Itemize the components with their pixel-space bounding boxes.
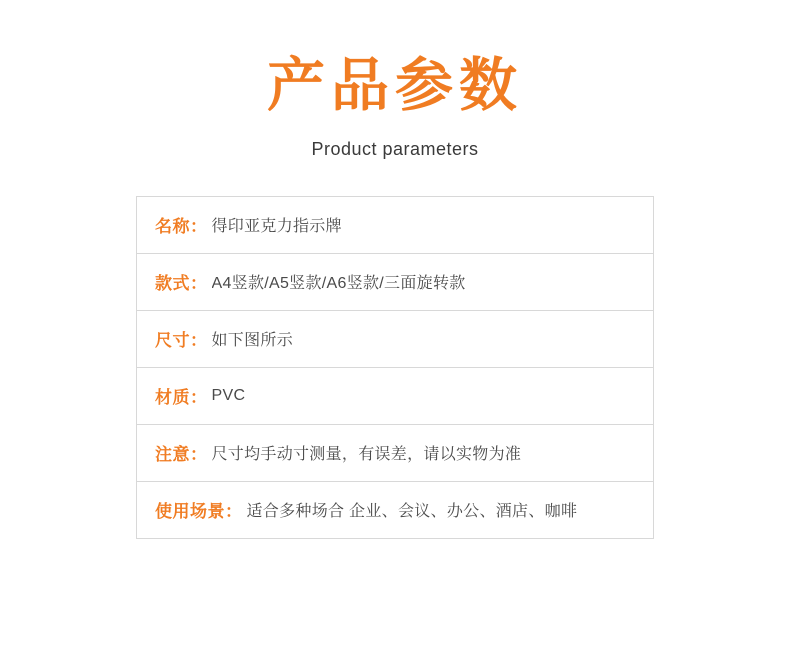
table-row [137, 254, 653, 311]
page-subtitle: Product parameters [311, 138, 479, 159]
specification-table [136, 196, 654, 539]
table-row [137, 311, 653, 368]
spec-value: PVC [211, 386, 246, 404]
table-row [137, 197, 653, 254]
page-title: 产品参数 [266, 53, 523, 118]
table-row [137, 368, 653, 425]
table-row [137, 425, 653, 482]
spec-label: 尺寸： [155, 331, 208, 351]
spec-value: A4竖款/A5竖款/A6竖款/三面旋转款 [211, 275, 466, 293]
spec-label: 使用场景： [155, 502, 243, 522]
spec-label: 材质： [155, 388, 208, 408]
spec-value: 得印亚克力指示牌 [211, 218, 342, 236]
spec-label: 注意： [155, 445, 208, 465]
spec-value: 适合多种场合 企业、会议、办公、酒店、咖啡 [246, 503, 578, 521]
spec-value: 如下图所示 [211, 332, 294, 350]
spec-label: 名称： [155, 217, 208, 237]
title-block [0, 0, 790, 160]
table-row [137, 482, 653, 539]
spec-label: 款式： [155, 274, 208, 294]
spec-value: 尺寸均手动寸测量，有误差，请以实物为准 [211, 446, 522, 464]
